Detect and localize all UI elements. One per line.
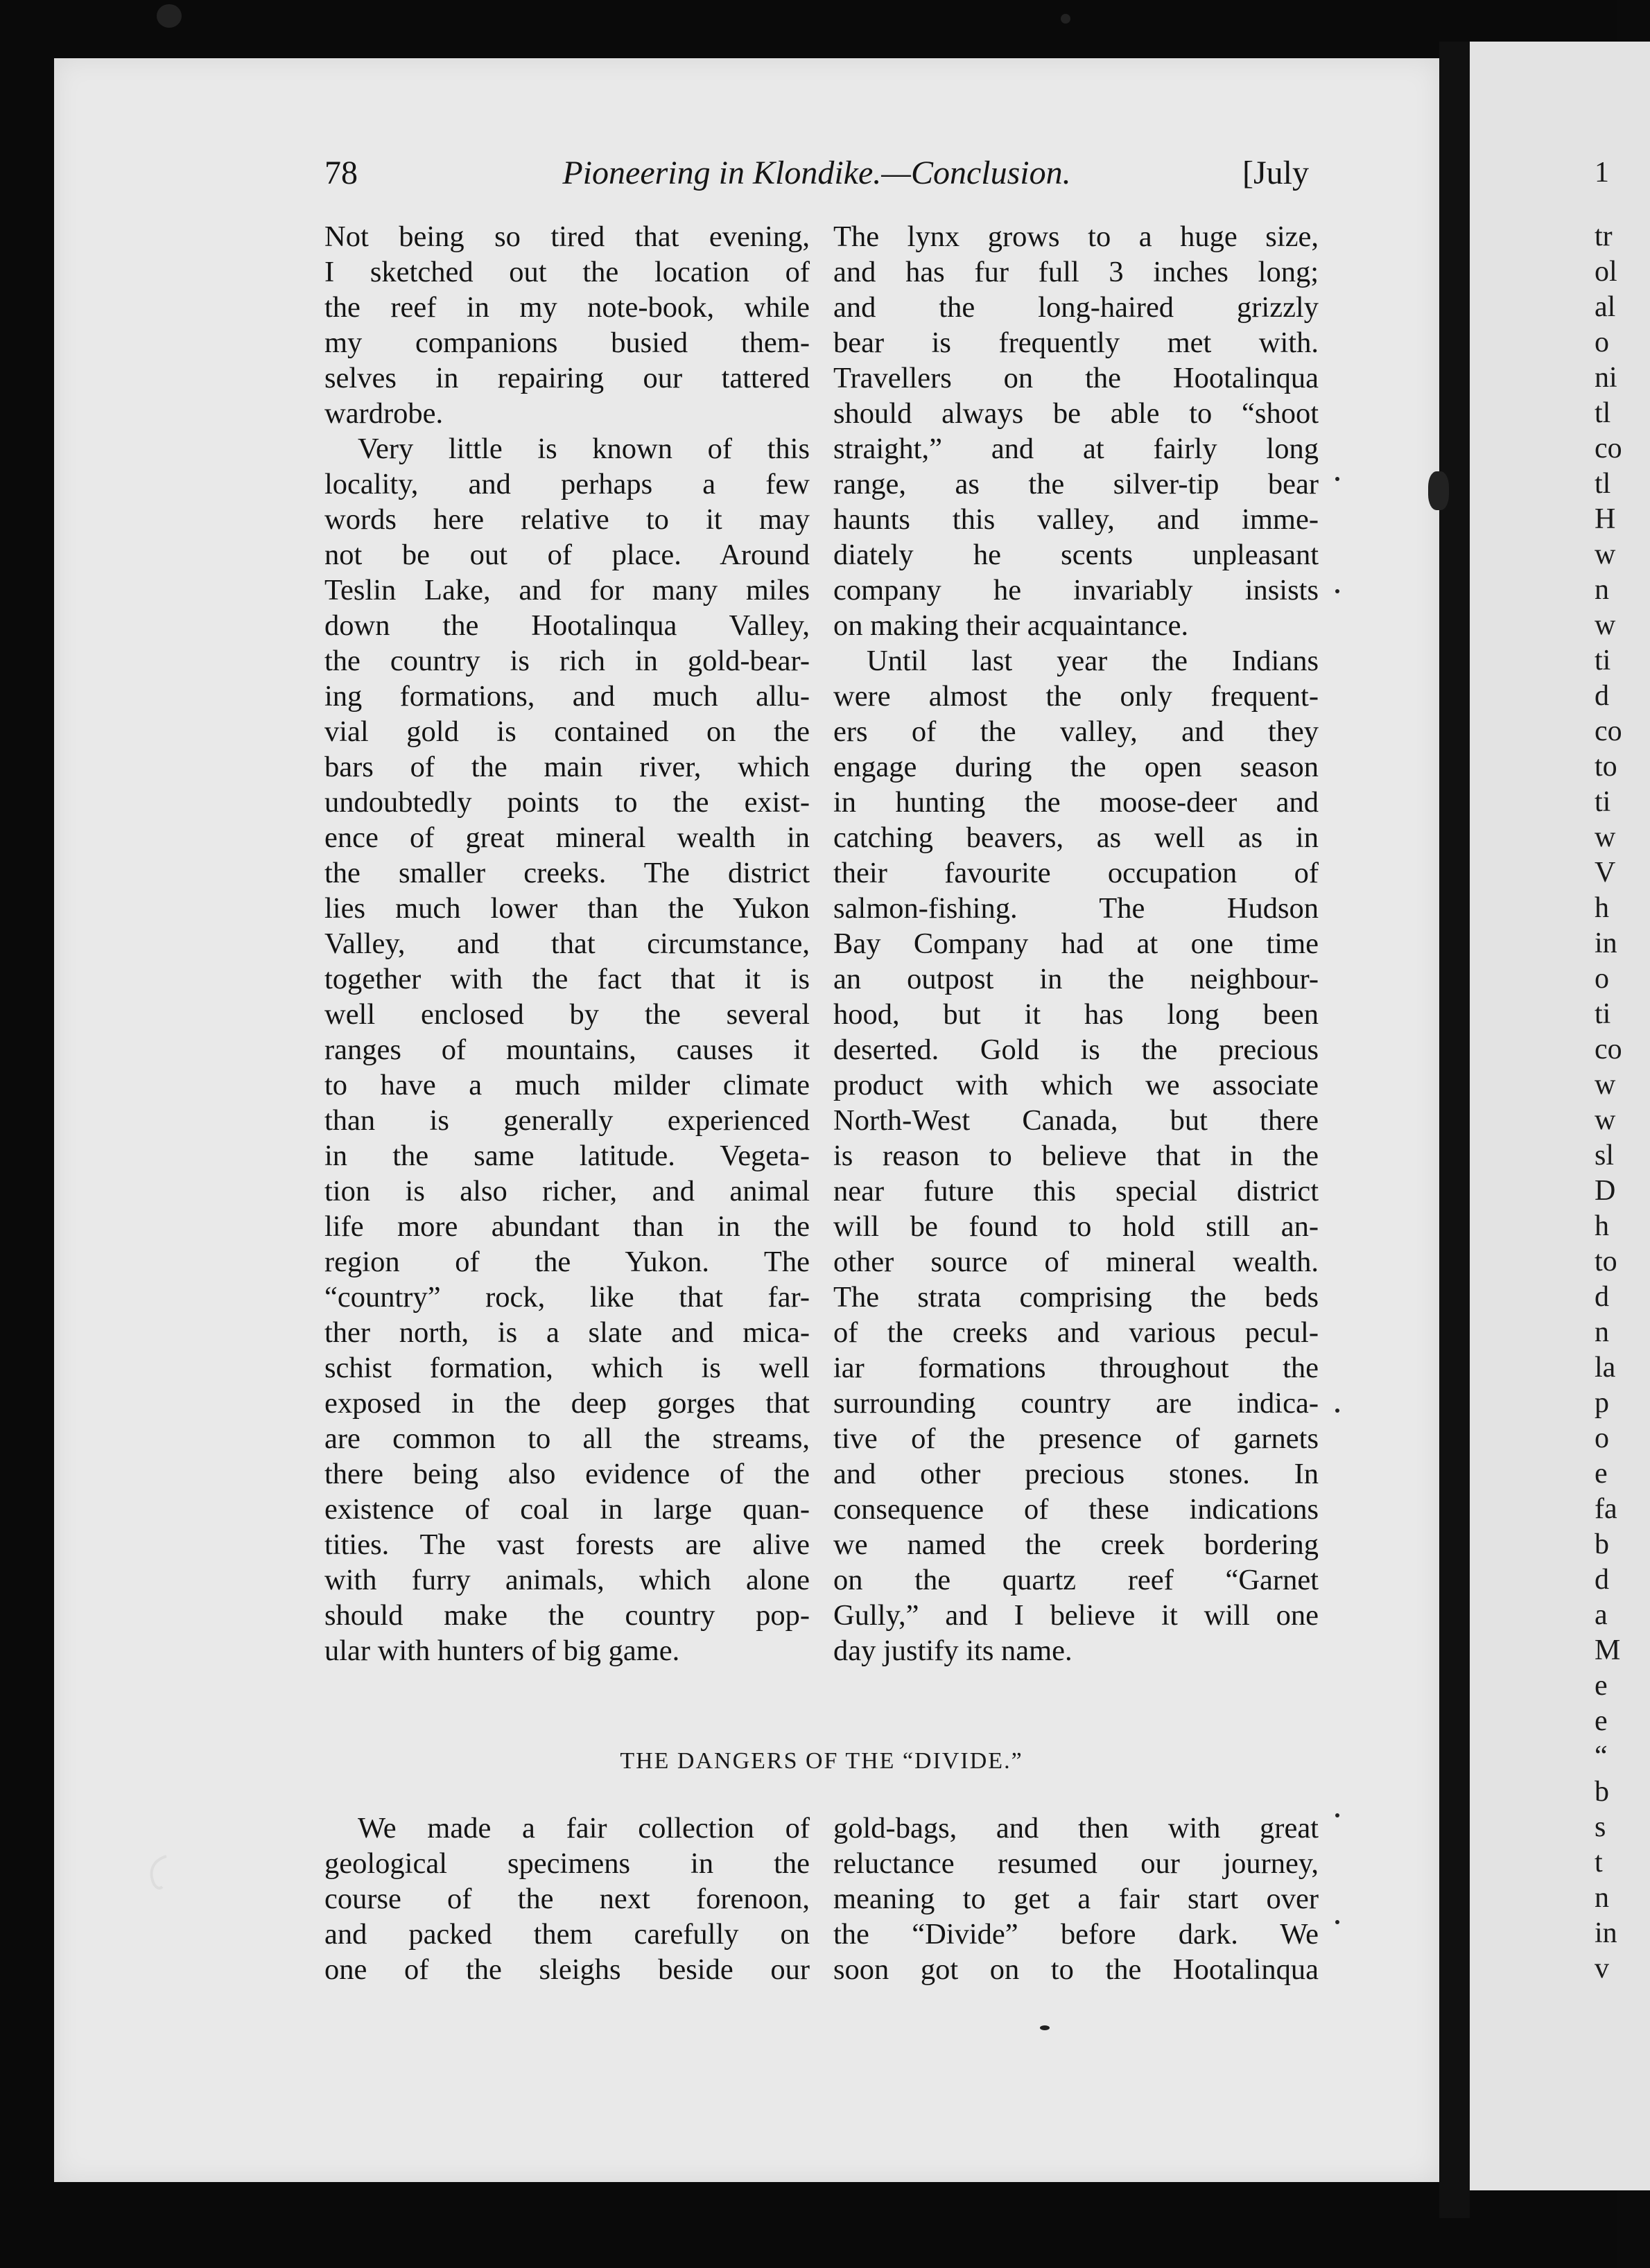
facing-page-fragment: p <box>1595 1387 1609 1419</box>
facing-page-fragment: al <box>1595 291 1616 323</box>
text-line: one of the sleighs beside our <box>324 1953 810 1986</box>
text-line: tities. The vast forests are alive <box>324 1528 810 1561</box>
facing-page-fragment: co <box>1595 1033 1622 1065</box>
text-line: hood, but it has long been <box>833 998 1319 1031</box>
facing-page-fragment: to <box>1595 751 1617 783</box>
text-line: ular with hunters of big game. <box>324 1634 680 1667</box>
facing-page-fragment: ti <box>1595 998 1611 1030</box>
text-line: engage during the open season <box>833 751 1319 783</box>
facing-page-fragment: o <box>1595 326 1609 358</box>
facing-page-fragment: v <box>1595 1953 1609 1984</box>
facing-page-fragment: w <box>1595 1104 1616 1136</box>
facing-page-fragment: 1 <box>1595 157 1609 189</box>
text-line: day justify its name. <box>833 1634 1072 1667</box>
text-line: ther north, is a slate and mica- <box>324 1316 810 1349</box>
text-line: catching beavers, as well as in <box>833 821 1319 854</box>
facing-page-fragment: tl <box>1595 468 1611 500</box>
facing-page-fragment: b <box>1595 1528 1609 1560</box>
facing-page-fragment: e <box>1595 1705 1608 1737</box>
ink-speck <box>1040 2025 1050 2030</box>
text-line: deserted. Gold is the precious <box>833 1033 1319 1066</box>
text-line: meaning to get a fair start over <box>833 1883 1319 1915</box>
facing-page-fragment: la <box>1595 1352 1616 1384</box>
text-line: and packed them carefully on <box>324 1918 810 1951</box>
paper-curl-mark <box>139 1851 180 1892</box>
text-line: Bay Company had at one time <box>833 927 1319 960</box>
facing-page-fragment: H <box>1595 503 1616 535</box>
text-line: are common to all the streams, <box>324 1422 810 1455</box>
text-line: gold-bags, and then with great <box>833 1812 1319 1844</box>
text-line: life more abundant than in the <box>324 1210 810 1243</box>
facing-page-fragment: n <box>1595 1316 1609 1348</box>
text-line: Very little is known of this <box>358 433 810 465</box>
text-line: on the quartz reef “Garnet <box>833 1564 1319 1596</box>
text-line: Valley, and that circumstance, <box>324 927 810 960</box>
facing-page-fragment: ti <box>1595 645 1611 677</box>
text-line: The strata comprising the beds <box>833 1281 1319 1314</box>
text-line: their favourite occupation of <box>833 857 1319 889</box>
text-line: and the long-haired grizzly <box>833 291 1319 324</box>
ink-speck <box>1335 1920 1339 1924</box>
facing-page-fragment: o <box>1595 1422 1609 1454</box>
text-line: exposed in the deep gorges that <box>324 1387 810 1420</box>
text-line: Gully,” and I believe it will one <box>833 1599 1319 1632</box>
text-line: reluctance resumed our journey, <box>833 1847 1319 1880</box>
text-line: tion is also richer, and animal <box>324 1175 810 1207</box>
ink-speck <box>157 4 182 28</box>
text-line: the “Divide” before dark. We <box>833 1918 1319 1951</box>
facing-page-fragment: “ <box>1595 1741 1608 1772</box>
facing-page-fragment: e <box>1595 1670 1608 1702</box>
text-line: than is generally experienced <box>324 1104 810 1137</box>
text-line: will be found to hold still an- <box>833 1210 1319 1243</box>
page-gutter <box>1439 42 1470 2218</box>
text-line: bars of the main river, which <box>324 751 810 783</box>
text-line: North-West Canada, but there <box>833 1104 1319 1137</box>
text-line: should always be able to “shoot <box>833 397 1319 430</box>
text-line: and has fur full 3 inches long; <box>833 256 1319 288</box>
facing-page-fragment: d <box>1595 680 1609 712</box>
text-line: selves in repairing our tattered <box>324 362 810 394</box>
facing-page-fragment: to <box>1595 1246 1617 1277</box>
text-line: Until last year the Indians <box>867 645 1319 677</box>
text-line: together with the fact that it is <box>324 963 810 995</box>
text-line: soon got on to the Hootalinqua <box>833 1953 1319 1986</box>
running-head <box>324 154 1309 195</box>
text-line: we named the creek bordering <box>833 1528 1319 1561</box>
facing-page-fragment: ni <box>1595 362 1617 394</box>
text-line: iar formations throughout the <box>833 1352 1319 1384</box>
text-line: I sketched out the location of <box>324 256 810 288</box>
facing-page-fragment: t <box>1595 1847 1603 1878</box>
facing-page-fragment: M <box>1595 1634 1621 1666</box>
facing-page-fragment: co <box>1595 433 1622 464</box>
facing-page-fragment: d <box>1595 1281 1609 1313</box>
text-column-right-lower <box>833 1811 1319 1987</box>
text-line: were almost the only frequent- <box>833 680 1319 713</box>
facing-page-fragment: n <box>1595 1882 1609 1914</box>
ink-speck <box>1335 589 1339 593</box>
text-line: tive of the presence of garnets <box>833 1422 1319 1455</box>
text-line: near future this special district <box>833 1175 1319 1207</box>
facing-page-fragment: tr <box>1595 220 1613 252</box>
facing-page-fragment: w <box>1595 609 1616 641</box>
text-line: well enclosed by the several <box>324 998 810 1031</box>
facing-page-fragment: D <box>1595 1175 1616 1207</box>
text-line: down the Hootalinqua Valley, <box>324 609 810 642</box>
facing-page-fragment: s <box>1595 1811 1606 1843</box>
text-line: ers of the valley, and they <box>833 715 1319 748</box>
facing-page-fragment: tl <box>1595 397 1611 429</box>
text-line: The lynx grows to a huge size, <box>833 220 1319 253</box>
facing-page-fragment: sl <box>1595 1140 1615 1171</box>
text-line: “country” rock, like that far- <box>324 1281 810 1314</box>
text-column-left <box>324 219 810 1668</box>
text-line: vial gold is contained on the <box>324 715 810 748</box>
facing-page-fragment: h <box>1595 1210 1609 1242</box>
ink-speck <box>1335 477 1339 481</box>
text-column-left-lower <box>324 1811 810 1987</box>
facing-page-fragment: o <box>1595 963 1609 995</box>
facing-page-fragment: in <box>1595 927 1617 959</box>
facing-page-edge <box>1470 42 1650 2190</box>
text-line: with furry animals, which alone <box>324 1564 810 1596</box>
text-line: ence of great mineral wealth in <box>324 821 810 854</box>
section-heading: THE DANGERS OF THE “DIVIDE.” <box>620 1748 1023 1774</box>
running-title: Pioneering in Klondike.—Conclusion. <box>562 155 1071 191</box>
ink-speck <box>1335 1408 1339 1413</box>
text-line: and other precious stones. In <box>833 1458 1319 1490</box>
text-line: to have a much milder climate <box>324 1069 810 1101</box>
facing-page-fragment: in <box>1595 1917 1617 1949</box>
facing-page-fragment: co <box>1595 715 1622 747</box>
text-line: Teslin Lake, and for many miles <box>324 574 810 607</box>
text-line: of the creeks and various pecul- <box>833 1316 1319 1349</box>
text-line: not be out of place. Around <box>324 539 810 571</box>
text-line: undoubtedly points to the exist- <box>324 786 810 819</box>
text-line: schist formation, which is well <box>324 1352 810 1384</box>
text-line: other source of mineral wealth. <box>833 1246 1319 1278</box>
facing-page-fragment: w <box>1595 539 1616 570</box>
text-line: bear is frequently met with. <box>833 326 1319 359</box>
facing-page-fragment: ol <box>1595 256 1617 288</box>
text-line: course of the next forenoon, <box>324 1883 810 1915</box>
text-line: the reef in my note-book, while <box>324 291 810 324</box>
text-line: diately he scents unpleasant <box>833 539 1319 571</box>
facing-page-fragment: h <box>1595 892 1609 924</box>
ink-speck <box>1428 471 1449 510</box>
running-month: [July <box>1242 155 1309 191</box>
facing-page-fragment: ti <box>1595 786 1611 818</box>
facing-page-fragment: d <box>1595 1564 1609 1596</box>
text-column-right <box>833 219 1319 1668</box>
text-line: the smaller creeks. The district <box>324 857 810 889</box>
text-line: straight,” and at fairly long <box>833 433 1319 465</box>
facing-page-fragment: w <box>1595 821 1616 853</box>
facing-page-fragment: fa <box>1595 1493 1617 1525</box>
text-line: company he invariably insists <box>833 574 1319 607</box>
text-line: an outpost in the neighbour- <box>833 963 1319 995</box>
text-line: range, as the silver-tip bear <box>833 468 1319 500</box>
ink-speck <box>1061 14 1070 24</box>
text-line: ing formations, and much allu- <box>324 680 810 713</box>
text-line: ranges of mountains, causes it <box>324 1033 810 1066</box>
page-number: 78 <box>324 155 358 191</box>
text-line: there being also evidence of the <box>324 1458 810 1490</box>
text-line: locality, and perhaps a few <box>324 468 810 500</box>
text-line: should make the country pop- <box>324 1599 810 1632</box>
text-line: We made a fair collection of <box>358 1812 810 1844</box>
text-line: salmon-fishing. The Hudson <box>833 892 1319 925</box>
text-line: region of the Yukon. The <box>324 1246 810 1278</box>
text-line: on making their acquaintance. <box>833 609 1189 642</box>
text-line: Not being so tired that evening, <box>324 220 810 253</box>
facing-page-fragment: V <box>1595 857 1616 889</box>
text-line: words here relative to it may <box>324 503 810 536</box>
text-line: haunts this valley, and imme- <box>833 503 1319 536</box>
text-line: in hunting the moose-deer and <box>833 786 1319 819</box>
text-line: wardrobe. <box>324 397 444 430</box>
text-line: in the same latitude. Vegeta- <box>324 1140 810 1172</box>
facing-page-fragment: a <box>1595 1599 1608 1631</box>
text-line: the country is rich in gold-bear- <box>324 645 810 677</box>
text-line: my companions busied them- <box>324 326 810 359</box>
text-line: existence of coal in large quan- <box>324 1493 810 1526</box>
facing-page-fragment: e <box>1595 1458 1608 1490</box>
facing-page-fragment: n <box>1595 574 1609 606</box>
text-line: surrounding country are indica- <box>833 1387 1319 1420</box>
text-line: consequence of these indications <box>833 1493 1319 1526</box>
facing-page-fragment: w <box>1595 1069 1616 1101</box>
text-line: lies much lower than the Yukon <box>324 892 810 925</box>
text-line: product with which we associate <box>833 1069 1319 1101</box>
text-line: Travellers on the Hootalinqua <box>833 362 1319 394</box>
ink-speck <box>1335 1813 1339 1817</box>
facing-page-fragment: b <box>1595 1776 1609 1808</box>
text-line: is reason to believe that in the <box>833 1140 1319 1172</box>
text-line: geological specimens in the <box>324 1847 810 1880</box>
